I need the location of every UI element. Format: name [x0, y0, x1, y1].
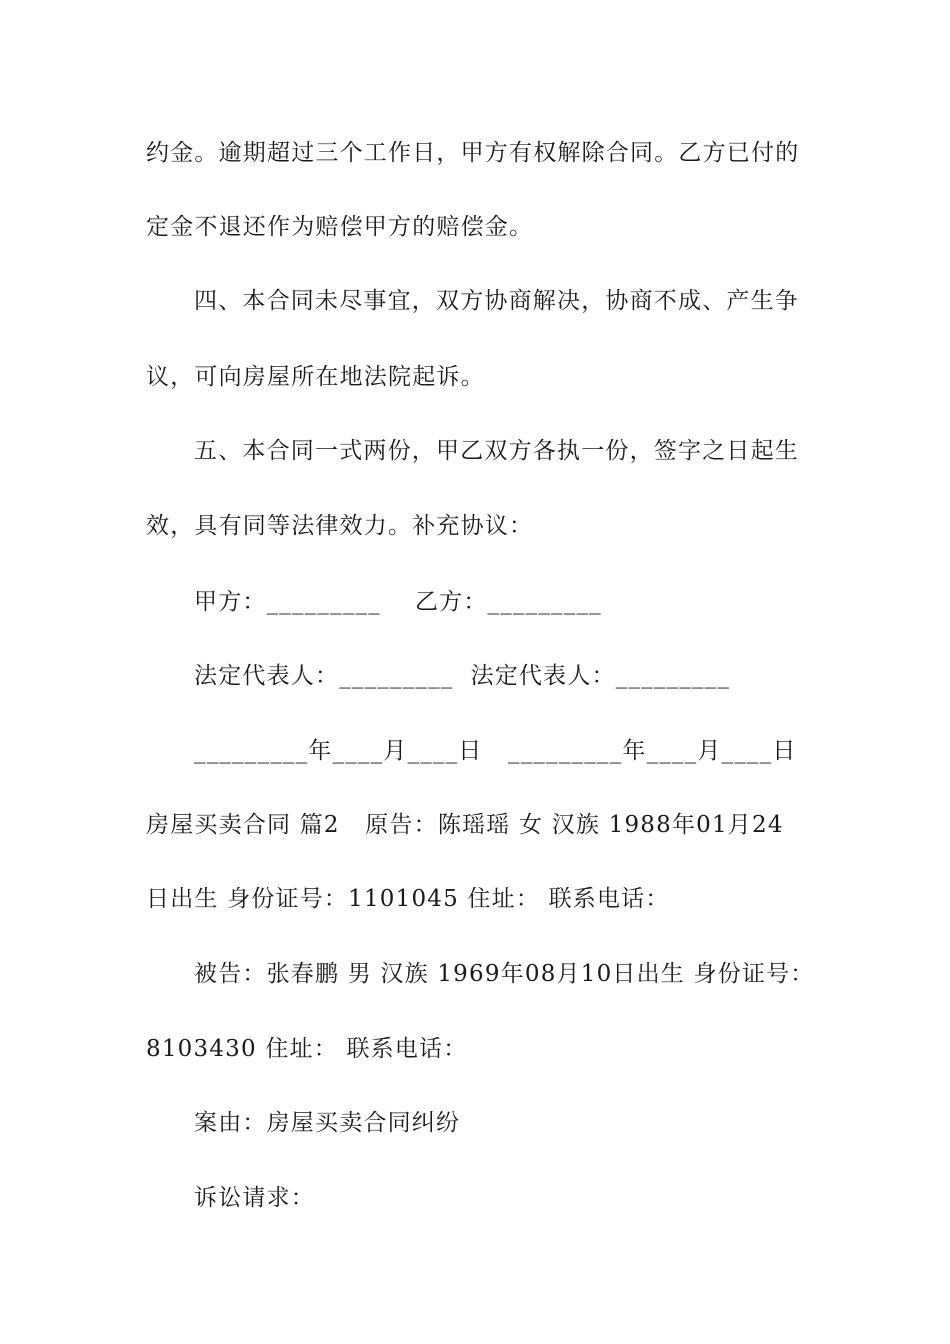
- defendant-info-line: 被告：张春鹏 男 汉族 1969年08月10日出生 身份证号：: [194, 961, 815, 987]
- section-title-plaintiff-line: 房屋买卖合同 篇2 原告：陈瑶瑶 女 汉族 1988年01月24: [146, 812, 784, 838]
- paragraph-line: 定金不退还作为赔偿甲方的赔偿金。: [146, 214, 534, 240]
- clause-four-line: 四、本合同未尽事宜，双方协商解决，协商不成、产生争: [194, 288, 799, 314]
- clause-five-line: 五、本合同一式两份，甲乙双方各执一份，签字之日起生: [194, 438, 799, 464]
- claims-heading-line: 诉讼请求：: [194, 1185, 315, 1211]
- plaintiff-info-line: 日出生 身份证号：1101045 住址： 联系电话：: [146, 886, 670, 912]
- signature-date-line: _________年____月____日 _________年____月____日: [194, 738, 797, 764]
- legal-representative-line: 法定代表人：_________ 法定代表人：_________: [194, 663, 731, 689]
- paragraph-line: 议，可向房屋所在地法院起诉。: [146, 364, 485, 390]
- party-signature-line: 甲方：_________ 乙方：_________: [194, 589, 602, 615]
- defendant-contact-line: 8103430 住址： 联系电话：: [146, 1036, 468, 1062]
- paragraph-line: 效，具有同等法律效力。补充协议：: [146, 513, 534, 539]
- case-cause-line: 案由：房屋买卖合同纠纷: [194, 1110, 461, 1136]
- paragraph-line: 约金。逾期超过三个工作日，甲方有权解除合同。乙方已付的: [146, 140, 800, 166]
